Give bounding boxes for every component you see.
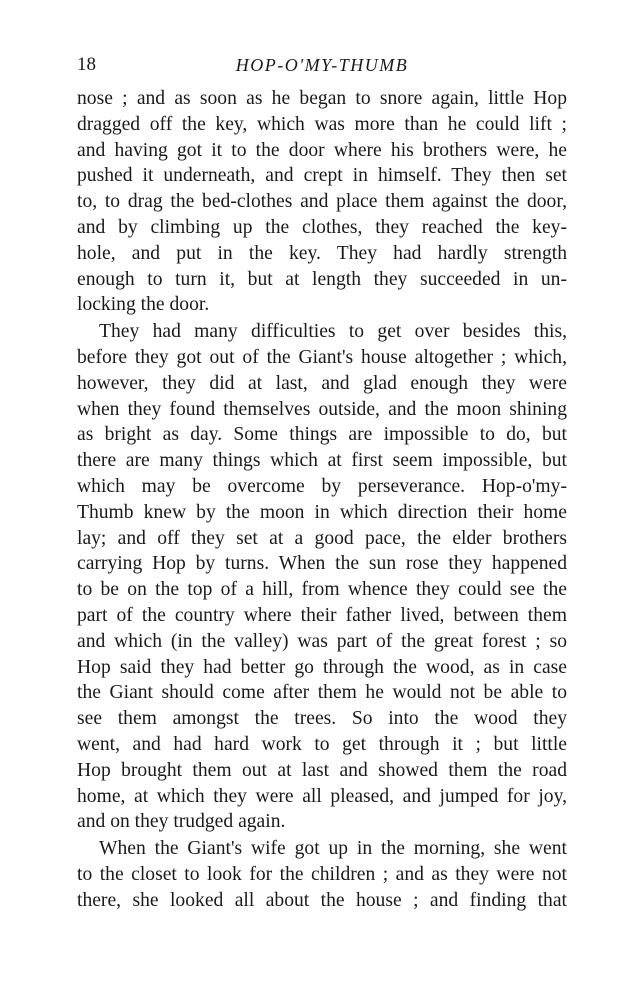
paragraph-2 bbox=[77, 319, 567, 835]
text-line: When the Giant's wife got up in the morning, she went bbox=[99, 838, 567, 860]
text-line: see them amongst the trees. So into the wood they bbox=[77, 708, 567, 730]
text-line: nose ; and as soon as he began to snore again, little Hop bbox=[77, 88, 567, 109]
text-line: and which (in the valley) was part of the great forest ; so bbox=[77, 630, 567, 652]
text-line: home, at which they were all pleased, and jumped for joy, bbox=[77, 785, 567, 807]
text-line: and having got it to the door where his brothers were, he bbox=[77, 139, 567, 161]
body-text bbox=[77, 86, 567, 914]
text-line: which may be overcome by perseverance. Hop-o'my- bbox=[77, 475, 567, 497]
text-line: there are many things which at first seem impossible, but bbox=[77, 450, 567, 472]
text-line: to, to drag the bed-clothes and place them against the door, bbox=[77, 191, 567, 213]
text-line: to be on the top of a hill, from whence they could see the bbox=[77, 579, 567, 601]
text-line: Thumb knew by the moon in which direction their home bbox=[77, 501, 567, 523]
text-line: hole, and put in the key. They had hardly strength bbox=[77, 242, 567, 264]
text-line: lay; and off they set at a good pace, the elder brothers bbox=[77, 527, 567, 549]
running-title: HOP-O'MY-THUMB bbox=[235, 55, 409, 75]
text-line: Hop said they had better go through the wood, as in case bbox=[77, 656, 567, 678]
text-line: to the closet to look for the children ; and as they were not bbox=[77, 863, 567, 885]
text-line: carrying Hop by turns. When the sun rose they happened bbox=[77, 553, 567, 575]
text-line: locking the door. bbox=[77, 294, 210, 316]
text-line: went, and had hard work to get through it ; but little bbox=[77, 733, 567, 755]
paragraph-1 bbox=[77, 86, 567, 318]
text-line: dragged off the key, which was more than he could lift ; bbox=[77, 113, 567, 135]
text-line: before they got out of the Giant's house altogether ; which, bbox=[77, 346, 567, 368]
text-line: however, they did at last, and glad enough they were bbox=[77, 372, 567, 394]
text-line: and on they trudged again. bbox=[77, 811, 286, 833]
page-number: 18 bbox=[77, 54, 96, 75]
text-line: Hop brought them out at last and showed them the road bbox=[77, 759, 567, 781]
text-line: pushed it underneath, and crept in himself. They then set bbox=[77, 165, 567, 187]
text-line: as bright as day. Some things are impossible to do, but bbox=[77, 424, 567, 446]
text-line: They had many difficulties to get over besides this, bbox=[99, 321, 567, 343]
paragraph-3 bbox=[77, 836, 567, 913]
text-line: enough to turn it, but at length they succeeded in un- bbox=[77, 268, 567, 290]
text-line: and by climbing up the clothes, they reached the key- bbox=[77, 216, 567, 238]
text-line: there, she looked all about the house ; and finding that bbox=[77, 889, 567, 911]
running-head bbox=[77, 50, 567, 80]
text-line: the Giant should come after them he would not be able to bbox=[77, 682, 567, 704]
text-line: part of the country where their father lived, between them bbox=[77, 604, 567, 626]
text-line: when they found themselves outside, and the moon shining bbox=[77, 398, 567, 420]
